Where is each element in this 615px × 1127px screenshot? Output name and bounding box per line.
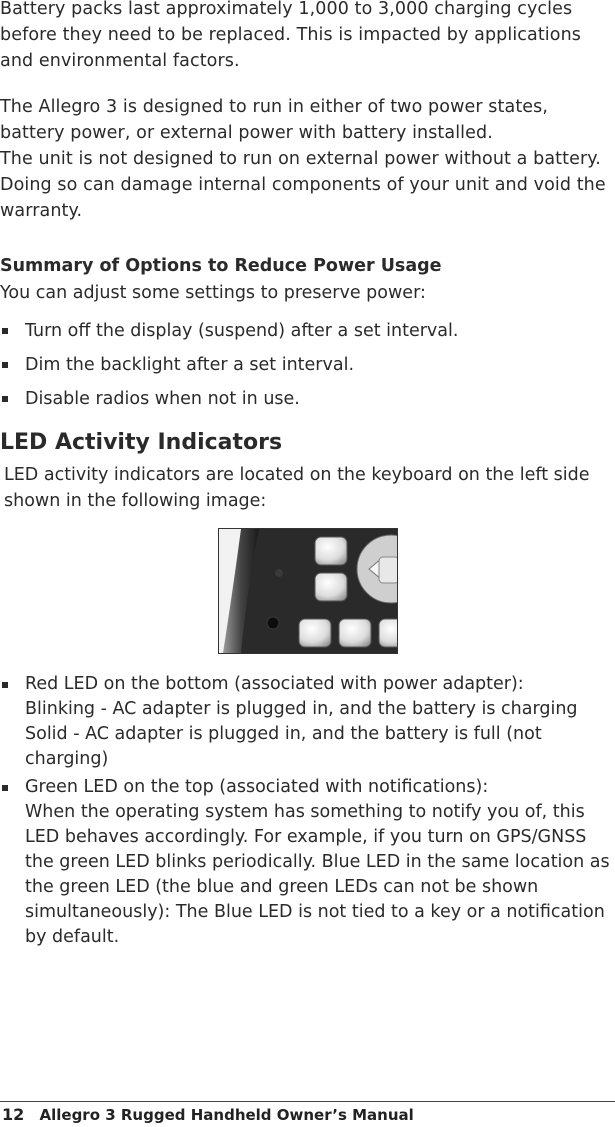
led-section-heading: LED Activity Indicators <box>0 430 283 455</box>
bullet-square-icon <box>2 682 8 688</box>
red-led-solid: Solid - AC adapter is plugged in, and the battery is full (not charging) <box>25 724 542 769</box>
power-states-line-1: The Allegro 3 is designed to run in either of two power states, battery power, or external power with battery installed. <box>0 97 549 143</box>
red-led-blinking: Blinking - AC adapter is plugged in, and the battery is charging <box>25 699 578 719</box>
power-summary-heading: Summary of Options to Reduce Power Usage <box>0 256 442 276</box>
led-descriptions-list <box>0 672 612 950</box>
page-number: 12 <box>2 1105 25 1124</box>
keyboard-illustration <box>219 529 397 653</box>
list-item: Dim the backlight after a set interval. <box>0 352 612 386</box>
list-item <box>0 672 612 772</box>
manual-title: Allegro 3 Rugged Handheld Owner’s Manual <box>39 1106 414 1124</box>
power-summary-intro: You can adjust some settings to preserve power: <box>0 283 426 303</box>
bullet-square-icon <box>2 328 8 334</box>
green-led-title: Green LED on the top (associated with notiﬁcations): <box>25 777 489 797</box>
power-states-paragraph <box>0 94 612 224</box>
led-section-intro: LED activity indicators are located on the keyboard on the left side shown in the following image: <box>4 465 590 511</box>
bullet-square-icon <box>2 362 8 368</box>
list-item: Turn off the display (suspend) after a set interval. <box>0 318 612 352</box>
bullet-square-icon <box>2 785 8 791</box>
list-item <box>0 775 612 950</box>
power-options-list <box>0 318 612 420</box>
red-led-title: Red LED on the bottom (associated with power adapter): <box>25 674 524 694</box>
battery-life-paragraph: Battery packs last approximately 1,000 to 3,000 charging cycles before they need to be replaced. This is impacted by applications and environmental factors. <box>0 0 581 71</box>
power-states-line-2: The unit is not designed to run on external power without a battery. Doing so can damage internal components of your unit and void the warranty. <box>0 149 606 221</box>
green-led-description: When the operating system has something to notify you of, this LED behaves accordingly. For example, if you turn on GPS/GNSS the green LED blinks periodically. Blue LED in the same location as the green LED (the blue and green LEDs can not be shown simultaneously): The Blue LED is not tied to a key or a notiﬁcation by default. <box>25 802 610 947</box>
list-item: Disable radios when not in use. <box>0 386 612 420</box>
bullet-square-icon <box>2 396 8 402</box>
keyboard-led-photo <box>218 528 398 654</box>
page-footer <box>2 1104 414 1126</box>
footer-divider <box>0 1101 615 1102</box>
